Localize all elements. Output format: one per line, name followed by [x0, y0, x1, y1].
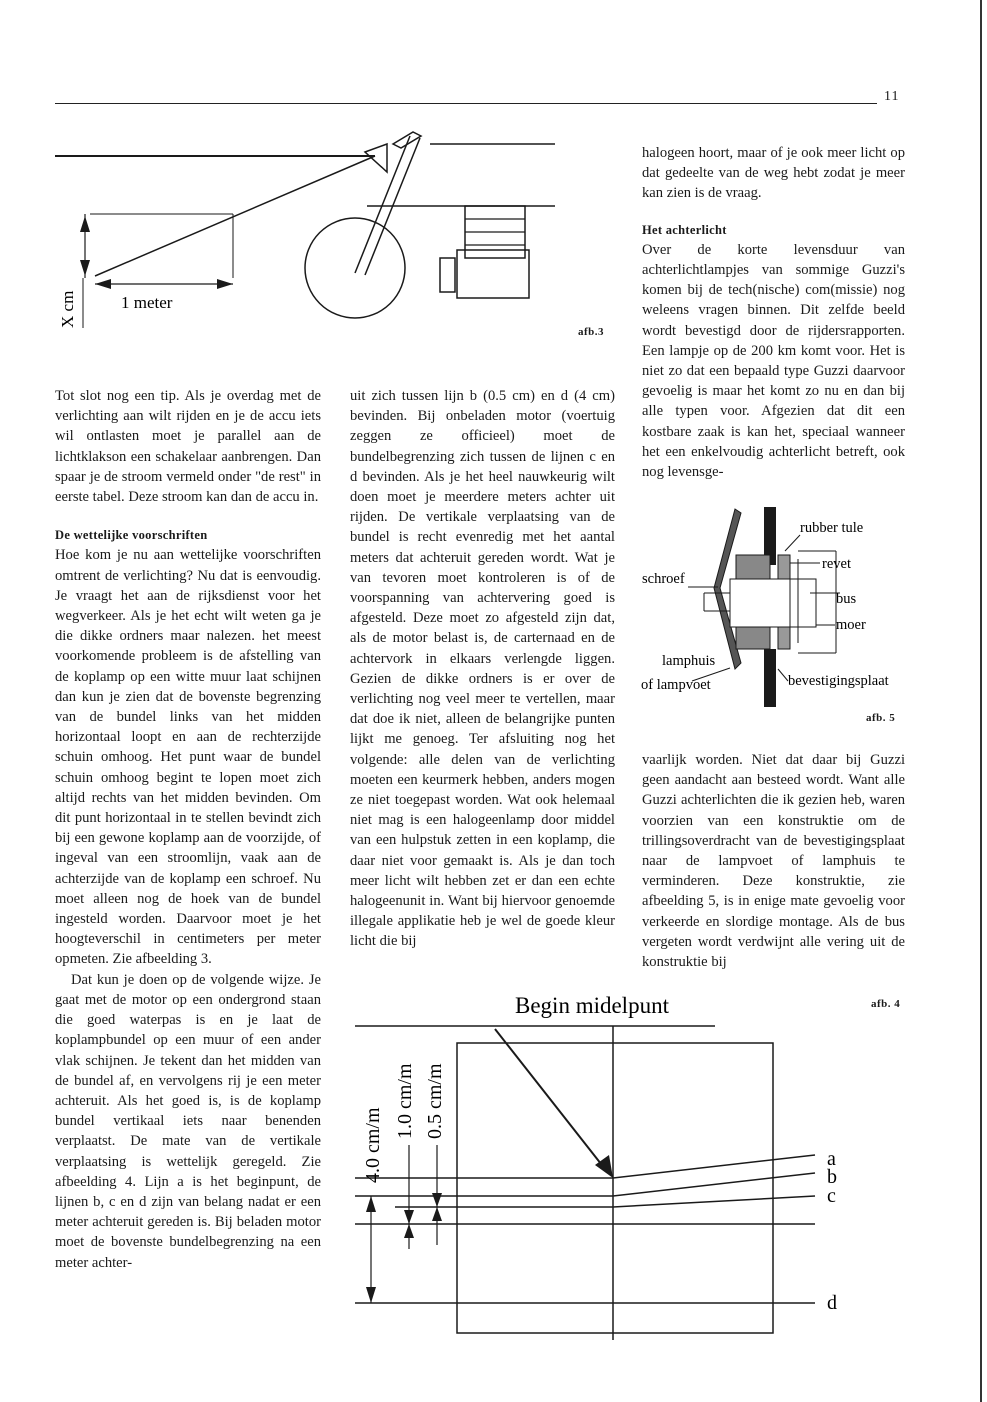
paragraph: Dat kun je doen op de volgende wijze. Je gaat met de motor op een ondergrond staan die goed waterpas is en je laat de koplampbundel op een muur of een ander vlak schijnen. Je tekent dan het midden van de bundel af, en vervolgens rij je een meter achteruit. Als het goed is, is de koplamp bundel vertikaal iets naar benenden verplaatst. De mate van de vertikale verplaatsing is wettelijk geregeld. Zie afbeelding 4. Lijn a is het beginpunt, de lijnen b, c en d zijn van belang nadat er een meter achteruit gereden is. Bij beladen motor moet de bovenste bundelbegrenzing na een meter achter-: [55, 971, 321, 1271]
figure-4-title: Begin midelpunt: [515, 993, 669, 1018]
section-heading-regulations: De wettelijke voorschriften: [55, 528, 208, 543]
figure-5-taillight-mount: [640, 503, 905, 708]
column-3-bottom: [642, 750, 905, 972]
figure-3-height-label: X cm: [58, 290, 77, 328]
figure-4-label-05cm: 0.5 cm/m: [424, 1063, 446, 1139]
figure-5-label-bus: bus: [836, 591, 857, 607]
page-number: 11: [884, 89, 900, 104]
paragraph: Over de korte levensduur van achterlichtlampjes van sommige Guzzi's komen bij de tech(nische) com(missie) nog weleens vragen binnen. Dit zelfde beeld wordt bevestigd door de rijdersrapporten. Een lampje op de 200 km komt voor. Het is niet zo dat een bepaald type Guzzi daarvoor gevoelig is maar het komt zo nu en dan bij alle typen voor. Afgezien dat dit een kostbare zaak is kan het, speciaal wanneer het een enkelvoudig achterlicht betreft, ook nog levensge-: [642, 241, 905, 481]
figure-4-line-a: a: [827, 1148, 836, 1170]
column-2: [350, 386, 615, 952]
column-3-top: [642, 143, 905, 482]
figure-4-label-1cm: 1.0 cm/m: [394, 1063, 416, 1139]
figure-4-line-c: c: [827, 1185, 836, 1207]
figure-5-caption: afb. 5: [866, 712, 896, 724]
figure-4-beam-adjustment: [355, 985, 905, 1360]
paragraph: Hoe kom je nu aan wettelijke voorschriften omtrent de verlichting? Nu dat is eenvoudig. Je vraagt het aan de rijksdienst voor het wegverkeer. Als je het echt wilt weten ga je die dikke ordners maar nalezen. het meest voorkomende probleem is de afstelling van de koplamp op een witte muur laat schijnen dan kun je zien dat de bovenste begrenzing van de bundel links van het midden horizontaal loopt en aan de rechterzijde schuin omhoog. Het punt waar de bundel schuin omhoog begint te lopen moet zich altijd rechts van het midden bevinden. Om dit punt horizontaal in te stellen bevindt zich bij een gewone koplamp aan de voorzijde, of ingeval van een stroomlijn, vaak aan de achterzijde van de koplamp een schroef. Nu moet alleen nog de hoek van de bundel ingesteld worden. Daarvoor moet je het hoogteverschil in centimeters per meter opmeten. Zie afbeelding 3.: [55, 547, 321, 968]
figure-5-label-revet: revet: [822, 556, 851, 572]
figure-4-line-b: b: [827, 1166, 837, 1188]
figure-5-label-schroef: schroef: [642, 571, 685, 587]
figure-5-label-rubber: rubber tule: [800, 520, 864, 536]
figure-4-caption: afb. 4: [871, 998, 901, 1010]
figure-5-label-lamphuis: lamphuis: [662, 653, 716, 669]
figure-3-caption: afb.3: [578, 326, 605, 338]
section-heading-taillight: Het achterlicht: [642, 222, 727, 237]
column-1: [55, 386, 321, 1273]
paragraph: vaarlijk worden. Niet dat daar bij Guzzi geen aandacht aan besteed wordt. Want alle Guzzi achterlichten die ik gezien heb, waren voorzien van een konstruktie om de trillingsoverdracht van de bevestigingsplaat naar de lampvoet of lamphuis te verminderen. Deze konstruktie, zie afbeelding 5, is in enige mate gevoelig voor verkeerde en slordige montage. Als de bus vergeten wordt verdwijnt alle vering uit de konstruktie bij: [642, 752, 905, 971]
figure-5-label-moer: moer: [836, 617, 866, 633]
figure-5-label-plaat: bevestigingsplaat: [788, 673, 889, 689]
figure-4-label-4cm: 4.0 cm/m: [362, 1107, 384, 1183]
page-edge: [980, 0, 982, 1402]
paragraph: halogeen hoort, maar of je ook meer licht op dat gedeelte van de weg hebt zodat je meer kan zien is de vraag.: [642, 145, 905, 202]
figure-4-line-d: d: [827, 1292, 837, 1314]
figure-3-headlight-diagram: [55, 128, 615, 340]
header-rule: [55, 103, 877, 104]
figure-3-distance-label: 1 meter: [121, 293, 173, 312]
figure-5-label-lampvoet: of lampvoet: [641, 677, 711, 693]
paragraph: Tot slot nog een tip. Als je overdag met de verlichting aan wilt rijden en je de accu iets wil ontlasten moet je parallel aan de lichtklakson een schakelaar aanbrengen. Dan spaar je de stroom vermeld onder "de rest" in eerste tabel. Deze stroom kan dan de accu in.: [55, 388, 321, 506]
paragraph: uit zich tussen lijn b (0.5 cm) en d (4 cm) bevinden. Bij onbeladen motor (voertuig zeggen ze officieel) moet de bundelbegrenzing zich tussen de lijnen c en d bevinden. Als je het heel nauwkeurig wilt doen moet je meerdere meters achter uit rijden. De vertikale verplaatsing van de bundel is recht evenredig met het aantal meters dat achteruit gereden wordt. Wat je van tevoren moet kontroleren is of de voorspanning van achtervering goed is afgesteld. Deze moet zo afgesteld zijn dat, als de motor belast is, de carternaad en de achtervork in elkaars verlengde liggen. Gezien de dikke ordners is er over de verlichting nog veel meer te vertellen, maar dat doe ik niet, alleen de belangrijke punten lijkt me genoeg. Ter afsluiting nog het volgende: alle delen van de verlichting moeten een keurmerk hebben, anders mogen ze niet toegepast worden. Wat ook helemaal niet mag is een halogeenlamp door middel van een hulpstuk zetten in een koplamp, die daar niet voor gemaakt is. Als je dan toch meer licht wilt hebben zet er dan een echte halogeenunit in. Want bij hiervoor genoemde illegale applikatie heb je wel de goede kleur licht die bij: [350, 388, 615, 950]
